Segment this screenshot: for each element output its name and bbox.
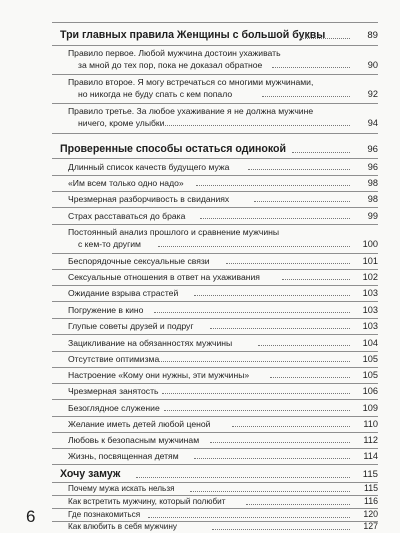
rule bbox=[52, 74, 378, 75]
page-ref: 101 bbox=[362, 256, 378, 266]
dot-leader bbox=[154, 312, 350, 313]
page-ref: 102 bbox=[362, 272, 378, 282]
page-ref: 105 bbox=[362, 370, 378, 380]
toc-item[interactable] bbox=[0, 287, 400, 299]
page-ref: 109 bbox=[362, 403, 378, 413]
item-title: Где познакомиться bbox=[68, 510, 141, 519]
page-ref: 99 bbox=[367, 211, 378, 221]
item-title: Глупые советы друзей и подруг bbox=[68, 321, 194, 331]
toc-item[interactable] bbox=[0, 418, 400, 430]
rule bbox=[52, 224, 378, 225]
toc-item[interactable] bbox=[0, 521, 400, 532]
page-ref: 103 bbox=[362, 288, 378, 298]
page-ref: 98 bbox=[367, 194, 378, 204]
page-ref: 94 bbox=[367, 118, 378, 128]
toc-item[interactable] bbox=[0, 337, 400, 349]
item-title: Беспорядочные сексуальные связи bbox=[68, 256, 210, 266]
dot-leader bbox=[232, 426, 350, 427]
toc-item[interactable] bbox=[0, 483, 400, 494]
dot-leader bbox=[158, 361, 350, 362]
toc-item[interactable] bbox=[0, 271, 400, 283]
rule bbox=[52, 269, 378, 270]
item-title-cont: но никогда не буду спать с кем попало bbox=[78, 89, 233, 99]
page-ref: 92 bbox=[367, 89, 378, 99]
rule bbox=[52, 416, 378, 417]
rule bbox=[52, 207, 378, 208]
page-ref: 127 bbox=[363, 521, 378, 531]
section-title: Три главных правила Женщины с большой буквы bbox=[60, 29, 326, 41]
item-title: Безоглядное служение bbox=[68, 403, 160, 413]
rule bbox=[52, 103, 378, 104]
dot-leader bbox=[210, 328, 350, 329]
dot-leader bbox=[136, 477, 350, 478]
toc-item[interactable] bbox=[0, 434, 400, 446]
toc-section-heading[interactable] bbox=[0, 467, 400, 481]
toc-item[interactable] bbox=[0, 226, 400, 238]
dot-leader bbox=[190, 491, 350, 492]
item-title: Погружение в кино bbox=[68, 305, 144, 315]
item-title: Правило третье. За любое ухаживание я не должна мужчине bbox=[68, 106, 314, 116]
item-title: Почему мужа искать нельзя bbox=[68, 484, 175, 493]
toc-item[interactable] bbox=[0, 210, 400, 222]
item-title: Постоянный анализ прошлого и сравнение мужчины bbox=[68, 227, 280, 237]
item-title: Желание иметь детей любой ценой bbox=[68, 419, 211, 429]
page-ref: 89 bbox=[367, 30, 378, 41]
dot-leader bbox=[148, 517, 350, 518]
dot-leader bbox=[282, 279, 350, 280]
page-ref: 106 bbox=[362, 386, 378, 396]
toc-item-cont[interactable] bbox=[0, 88, 400, 100]
rule bbox=[52, 383, 378, 384]
rule bbox=[52, 191, 378, 192]
toc-item[interactable] bbox=[0, 47, 400, 59]
rule bbox=[52, 158, 378, 159]
item-title-cont: с кем-то другим bbox=[78, 239, 141, 249]
item-title-cont: за мной до тех пор, пока не доказал обратное bbox=[78, 60, 263, 70]
toc-item[interactable] bbox=[0, 450, 400, 462]
toc-item[interactable] bbox=[0, 177, 400, 189]
page-ref: 98 bbox=[367, 178, 378, 188]
item-title: Настроение «Кому они нужны, эти мужчины» bbox=[68, 370, 250, 380]
toc-item[interactable] bbox=[0, 385, 400, 397]
toc-item[interactable] bbox=[0, 509, 400, 520]
page-ref: 110 bbox=[363, 419, 378, 429]
rule bbox=[52, 301, 378, 302]
page-ref: 103 bbox=[362, 321, 378, 331]
toc-item[interactable] bbox=[0, 76, 400, 88]
item-title: Ожидание взрыва страстей bbox=[68, 288, 179, 298]
item-title-cont: ничего, кроме улыбки bbox=[78, 118, 165, 128]
item-title: Правило второе. Я могу встречаться со многими мужчинами, bbox=[68, 77, 314, 87]
dot-leader bbox=[160, 125, 350, 126]
item-title: «Им всем только одно надо» bbox=[68, 178, 184, 188]
toc-item-cont[interactable] bbox=[0, 238, 400, 250]
page-number: 6 bbox=[26, 507, 36, 526]
dot-leader bbox=[292, 152, 350, 153]
dot-leader bbox=[194, 295, 350, 296]
dot-leader bbox=[262, 96, 350, 97]
item-title: Правило первое. Любой мужчина достоин ухаживать bbox=[68, 48, 281, 58]
rule bbox=[52, 367, 378, 368]
section-title: Проверенные способы остаться одинокой bbox=[60, 143, 286, 155]
rule bbox=[52, 351, 378, 352]
rule bbox=[52, 448, 378, 449]
page-ref: 105 bbox=[362, 354, 378, 364]
rule bbox=[52, 253, 378, 254]
section-title: Хочу замуж bbox=[60, 468, 121, 480]
dot-leader bbox=[194, 458, 350, 459]
page-ref: 115 bbox=[363, 483, 378, 493]
item-title: Длинный список качеств будущего мужа bbox=[68, 162, 230, 172]
dot-leader bbox=[212, 529, 350, 530]
page-ref: 120 bbox=[363, 509, 378, 519]
page-ref: 96 bbox=[367, 144, 378, 155]
item-title: Чрезмерная разборчивость в свиданиях bbox=[68, 194, 230, 204]
page-ref: 112 bbox=[363, 435, 378, 445]
rule bbox=[52, 334, 378, 335]
toc-item[interactable] bbox=[0, 255, 400, 267]
item-title: Отсутствие оптимизма bbox=[68, 354, 160, 364]
dot-leader bbox=[210, 442, 350, 443]
page-ref: 90 bbox=[367, 60, 378, 70]
toc-item[interactable] bbox=[0, 496, 400, 507]
rule bbox=[52, 285, 378, 286]
page-ref: 100 bbox=[362, 239, 378, 249]
page-ref: 115 bbox=[362, 469, 378, 480]
toc-section-heading[interactable] bbox=[0, 142, 400, 156]
dot-leader bbox=[254, 201, 350, 202]
toc-item[interactable] bbox=[0, 304, 400, 316]
toc-item[interactable] bbox=[0, 193, 400, 205]
dot-leader bbox=[164, 410, 350, 411]
item-title: Сексуальные отношения в ответ на ухаживания bbox=[68, 272, 260, 282]
rule bbox=[52, 133, 378, 134]
dot-leader bbox=[248, 169, 350, 170]
rule bbox=[52, 432, 378, 433]
toc-item[interactable] bbox=[0, 369, 400, 381]
toc-item-cont[interactable] bbox=[0, 117, 400, 129]
item-title: Любовь к безопасным мужчинам bbox=[68, 435, 200, 445]
toc-section-heading[interactable] bbox=[0, 28, 400, 42]
page-ref: 96 bbox=[367, 162, 378, 172]
item-title: Как влюбить в себя мужчину bbox=[68, 522, 177, 531]
dot-leader bbox=[270, 377, 350, 378]
rule bbox=[52, 45, 378, 46]
rule bbox=[52, 464, 378, 465]
rule bbox=[52, 399, 378, 400]
dot-leader bbox=[196, 185, 350, 186]
top-rule bbox=[52, 22, 378, 23]
dot-leader bbox=[246, 504, 350, 505]
dot-leader bbox=[272, 67, 350, 68]
toc-item[interactable] bbox=[0, 402, 400, 414]
item-title: Как встретить мужчину, который полюбит bbox=[68, 497, 226, 506]
rule bbox=[52, 175, 378, 176]
dot-leader bbox=[226, 263, 350, 264]
dot-leader bbox=[200, 218, 350, 219]
toc-item[interactable] bbox=[0, 161, 400, 173]
item-title: Страх расставаться до брака bbox=[68, 211, 186, 221]
item-title: Жизнь, посвященная детям bbox=[68, 451, 179, 461]
toc-item[interactable] bbox=[0, 105, 400, 117]
item-title: Чрезмерная занятость bbox=[68, 386, 159, 396]
page-ref: 104 bbox=[362, 338, 378, 348]
dot-leader bbox=[300, 38, 350, 39]
dot-leader bbox=[162, 393, 350, 394]
dot-leader bbox=[158, 246, 350, 247]
toc-item[interactable] bbox=[0, 353, 400, 365]
page-ref: 103 bbox=[362, 305, 378, 315]
page-ref: 116 bbox=[363, 496, 378, 506]
rule bbox=[52, 318, 378, 319]
item-title: Зацикливание на обязанностях мужчины bbox=[68, 338, 233, 348]
page-ref: 114 bbox=[363, 451, 378, 461]
toc-item-cont[interactable] bbox=[0, 59, 400, 71]
toc-item[interactable] bbox=[0, 320, 400, 332]
dot-leader bbox=[258, 345, 350, 346]
